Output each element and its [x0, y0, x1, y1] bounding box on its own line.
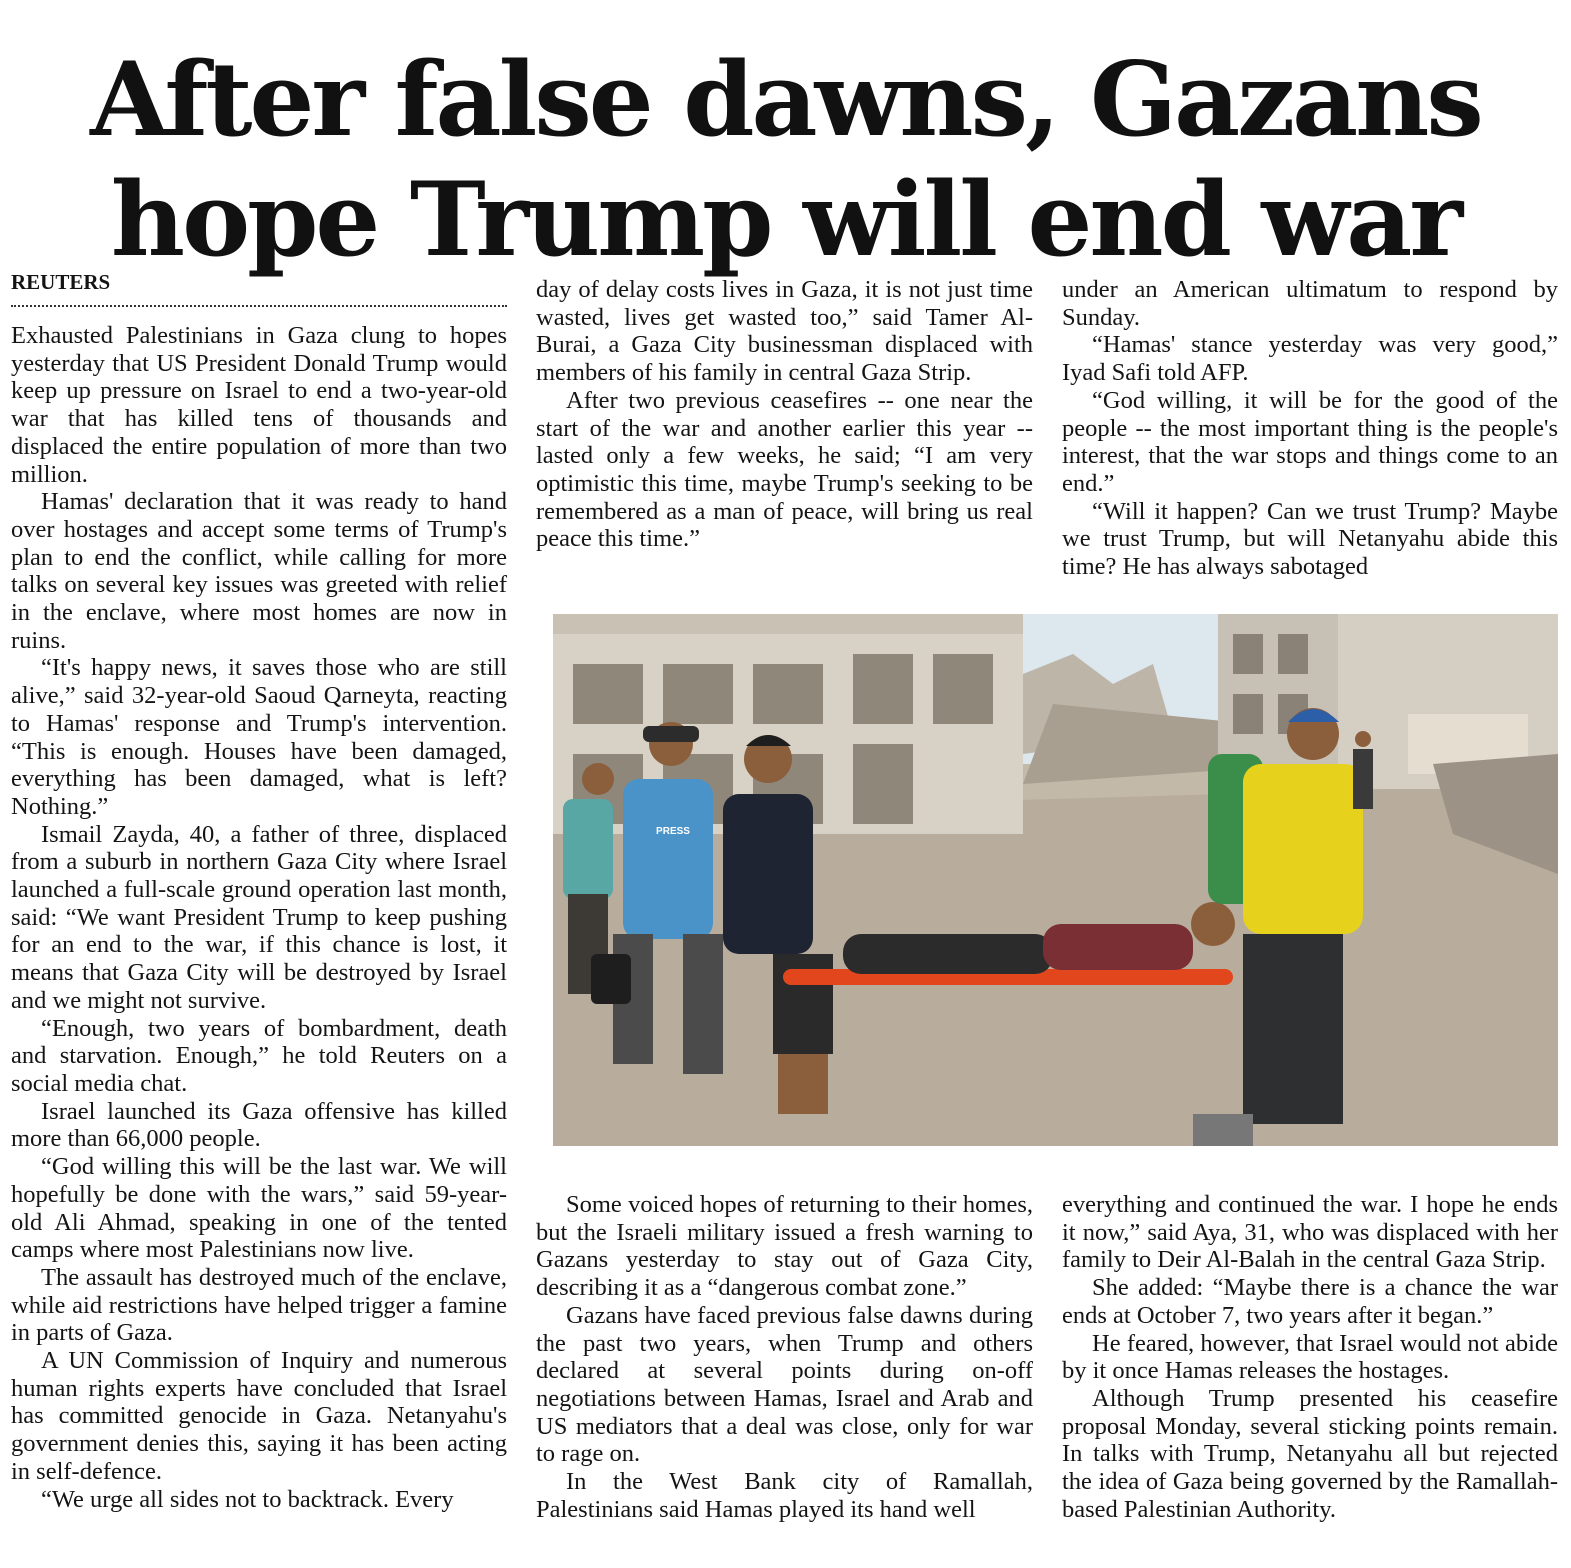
paragraph: Israel launched its Gaza offensive has killed more than 66,000 people.	[11, 1097, 507, 1153]
column-3-bottom	[1062, 1191, 1558, 1523]
paragraph: In the West Bank city of Ramallah, Palestinians said Hamas played its hand well	[536, 1468, 1033, 1523]
paragraph: Some voiced hopes of returning to their homes, but the Israeli military issued a fresh warning to Gazans yesterday to stay out of Gaza City, describing it as a “dangerous combat zone.”	[536, 1191, 1033, 1302]
paragraph: After two previous ceasefires -- one near the start of the war and another earlier this year -- lasted only a few weeks, he said; “I am very optimistic this time, maybe Trump's seeking to be remembered as a man of peace, will bring us real peace this time.”	[536, 386, 1033, 553]
paragraph: “Will it happen? Can we trust Trump? Maybe we trust Trump, but will Netanyahu abide this time? He has always sabotaged	[1062, 497, 1558, 581]
paragraph: everything and continued the war. I hope he ends it now,” said Aya, 31, who was displaced with her family to Deir Al-Balah in the central Gaza Strip.	[1062, 1191, 1558, 1274]
paragraph: under an American ultimatum to respond by Sunday.	[1062, 276, 1558, 331]
vest-label: PRESS	[656, 826, 690, 837]
paragraph: “God willing, it will be for the good of the people -- the most important thing is the people's interest, that the war stops and things come to an end.”	[1062, 386, 1558, 497]
paragraph: “Enough, two years of bombardment, death and starvation. Enough,” he told Reuters on a social media chat.	[11, 1014, 507, 1097]
paragraph: A UN Commission of Inquiry and numerous human rights experts have concluded that Israel has committed genocide in Gaza. Netanyahu's government denies this, saying it has been acting in self-defence.	[11, 1347, 507, 1485]
column-1	[11, 322, 507, 1513]
photo-illustration	[553, 614, 1558, 1146]
headline-line-2: hope Trump will end war	[110, 160, 1461, 280]
headline	[0, 40, 1571, 280]
paragraph: day of delay costs lives in Gaza, it is not just time wasted, lives get wasted too,” said Tamer Al-Burai, a Gaza City businessman displaced with members of his family in central Gaza Strip.	[536, 276, 1033, 387]
byline: REUTERS	[11, 270, 507, 307]
paragraph: Although Trump presented his ceasefire proposal Monday, several sticking points remain. In talks with Trump, Netanyahu all but rejected the idea of Gaza being governed by the Ramallah-based Palestinian Authority.	[1062, 1384, 1558, 1523]
column-2-top	[536, 276, 1033, 553]
paragraph: Ismail Zayda, 40, a father of three, displaced from a suburb in northern Gaza City where Israel launched a full-scale ground operation last month, said: “We want President Trump to keep pushing for an end to the war, if this chance is lost, it means that Gaza City will be destroyed by Israel and we might not survive.	[11, 820, 507, 1014]
paragraph: Exhausted Palestinians in Gaza clung to hopes yesterday that US President Donald Trump would keep up pressure on Israel to end a two-year-old war that has killed tens of thousands and displaced the entire population of more than two million.	[11, 322, 507, 488]
paragraph: He feared, however, that Israel would not abide by it once Hamas releases the hostages.	[1062, 1329, 1558, 1385]
headline-line-1: After false dawns, Gazans	[90, 40, 1481, 160]
paragraph: Hamas' declaration that it was ready to hand over hostages and accept some terms of Trump's plan to end the conflict, while calling for more talks on several key issues was greeted with relief in the enclave, where most homes are now in ruins.	[11, 488, 507, 654]
paragraph: She added: “Maybe there is a chance the war ends at October 7, two years after it began.”	[1062, 1274, 1558, 1329]
paragraph: Gazans have faced previous false dawns during the past two years, when Trump and others declared at several points during on-off negotiations between Hamas, Israel and Arab and US mediators that a deal was close, only for war to rage on.	[536, 1301, 1033, 1468]
paragraph: “God willing this will be the last war. We will hopefully be done with the wars,” said 59-year-old Ali Ahmad, speaking in one of the tented camps where most Palestinians now live.	[11, 1153, 507, 1264]
paragraph: “It's happy news, it saves those who are still alive,” said 32-year-old Saoud Qarneyta, reacting to Hamas' response and Trump's intervention. “This is enough. Houses have been damaged, everything has been damaged, what is left? Nothing.”	[11, 654, 507, 820]
news-photo	[553, 614, 1558, 1146]
column-3-top	[1062, 276, 1558, 581]
paragraph: The assault has destroyed much of the enclave, while aid restrictions have helped trigger a famine in parts of Gaza.	[11, 1263, 507, 1347]
column-2-bottom	[536, 1191, 1033, 1523]
paragraph: “Hamas' stance yesterday was very good,” Iyad Safi told AFP.	[1062, 331, 1558, 387]
paragraph: “We urge all sides not to backtrack. Every	[41, 1485, 454, 1513]
